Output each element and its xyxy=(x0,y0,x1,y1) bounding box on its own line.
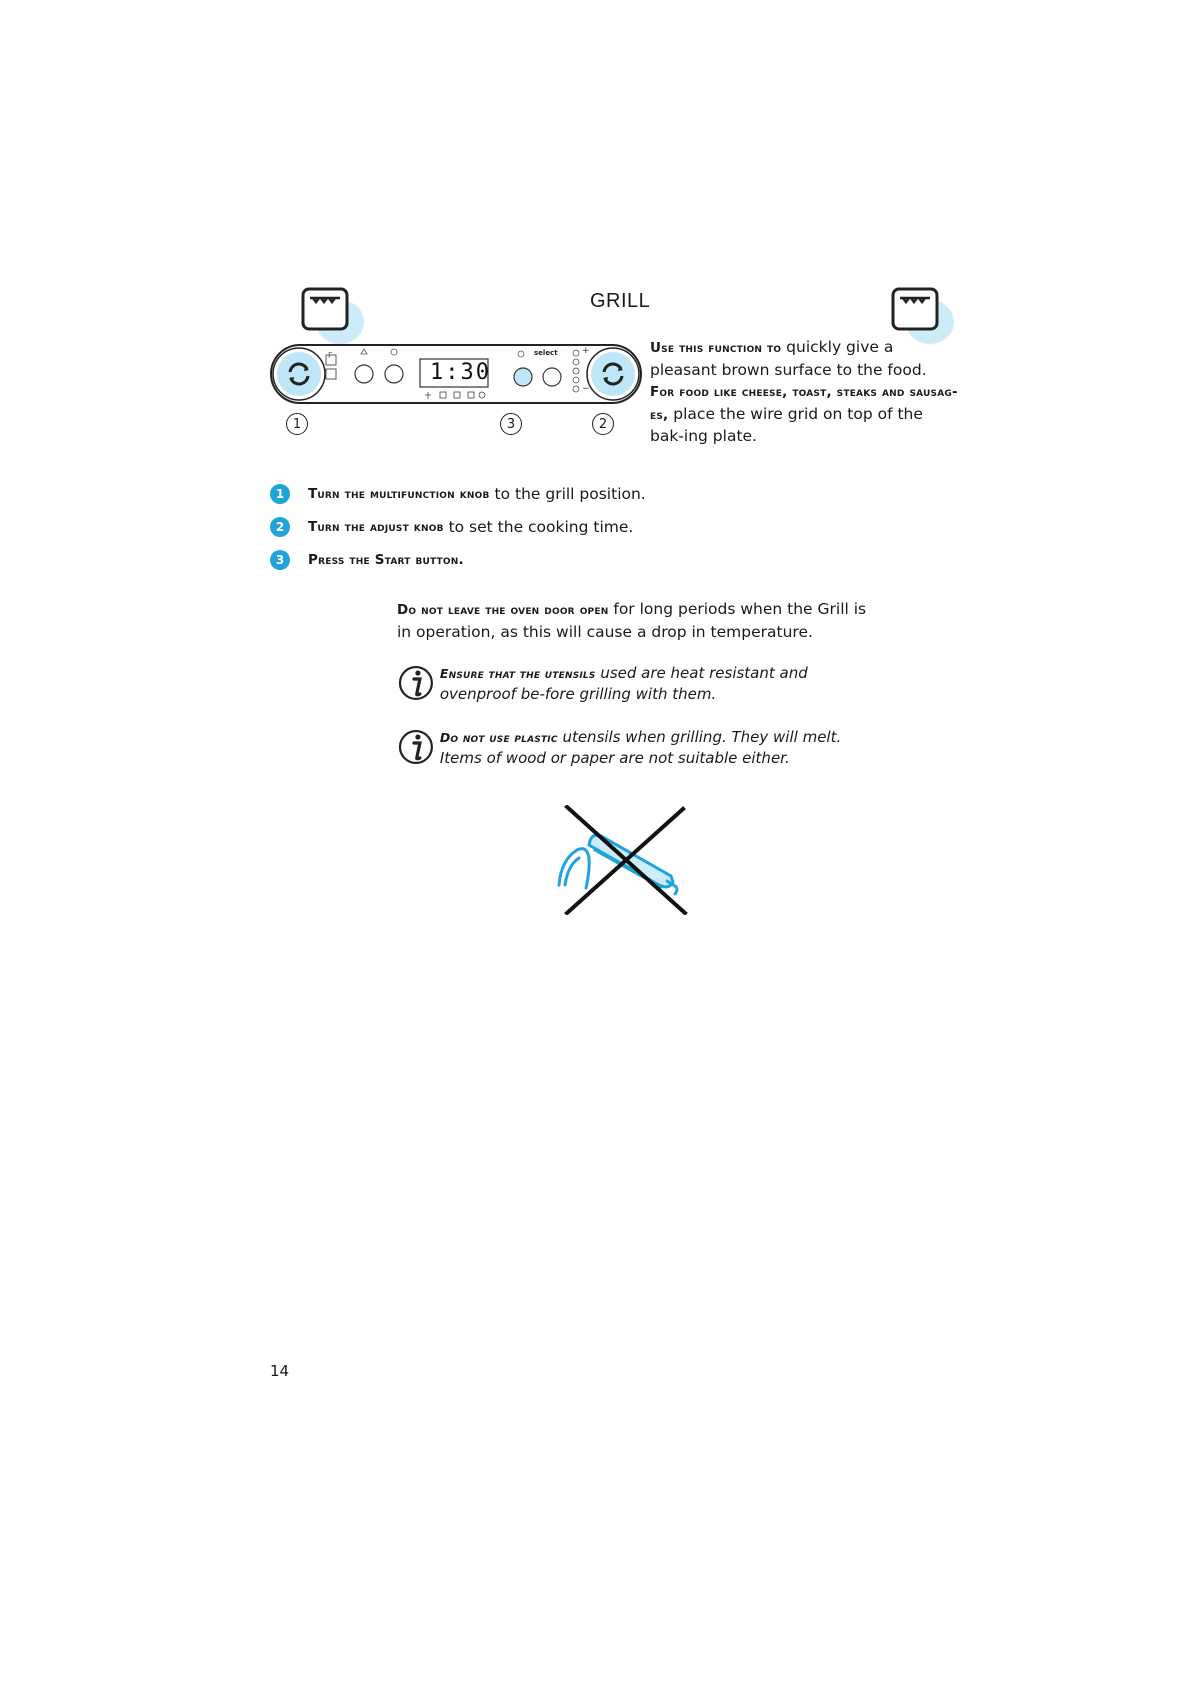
intro-p2-text: place the wire grid on top of the bak-ing plate. xyxy=(650,404,923,445)
step-text: to set the cooking time. xyxy=(443,518,634,536)
intro-paragraph xyxy=(650,337,960,448)
step-lead: Turn the adjust knob xyxy=(308,519,444,535)
warning-text: for long periods when the Grill is in operation, as this will cause a drop in temperature. xyxy=(397,600,867,641)
warning-paragraph xyxy=(397,598,867,643)
callout-3: 3 xyxy=(500,413,522,435)
plus-label: + xyxy=(582,346,590,356)
callout-2: 2 xyxy=(592,413,614,435)
step-lead: Press the Start button. xyxy=(308,552,464,568)
minus-label: − xyxy=(582,384,590,394)
info-body: utensils when grilling. They will melt. Items of wood or paper are not suitable either. xyxy=(439,728,842,767)
grill-icon-left xyxy=(300,286,370,346)
step-2 xyxy=(270,515,633,539)
step-lead: Turn the multifunction knob xyxy=(308,486,490,502)
callout-1: 1 xyxy=(286,413,308,435)
f-label: F xyxy=(328,351,333,360)
step-number: 1 xyxy=(270,484,290,504)
info-icon xyxy=(398,727,434,767)
control-panel-illustration xyxy=(270,344,642,406)
intro-p2-lead: For food like cheese, toast, steaks and sausag-es, xyxy=(650,384,958,423)
info-body: used are heat resistant and ovenproof be-fore grilling with them. xyxy=(439,664,808,703)
info-note-text xyxy=(440,663,878,705)
panel-display-time: 1:30 xyxy=(430,360,491,385)
step-text: to the grill position. xyxy=(489,485,646,503)
step-1 xyxy=(270,482,646,506)
step-3 xyxy=(270,548,464,572)
info-lead: Ensure that the utensils xyxy=(439,666,596,681)
select-label: select xyxy=(534,349,558,357)
intro-p1-text: quickly give a pleasant brown surface to the food. xyxy=(650,338,927,379)
page-number: 14 xyxy=(270,1362,290,1380)
info-note-text xyxy=(440,727,878,769)
info-note-plastic xyxy=(398,727,878,769)
intro-p1-lead: Use this function to xyxy=(650,340,782,356)
page-title: GRILL xyxy=(590,290,651,312)
no-plastic-illustration xyxy=(555,805,690,915)
warning-lead: Do not leave the oven door open xyxy=(397,602,609,618)
start-button-illustration xyxy=(514,368,532,386)
info-icon xyxy=(398,663,434,703)
info-note-utensils xyxy=(398,663,878,705)
step-number: 2 xyxy=(270,517,290,537)
info-lead: Do not use plastic xyxy=(439,730,558,745)
step-number: 3 xyxy=(270,550,290,570)
